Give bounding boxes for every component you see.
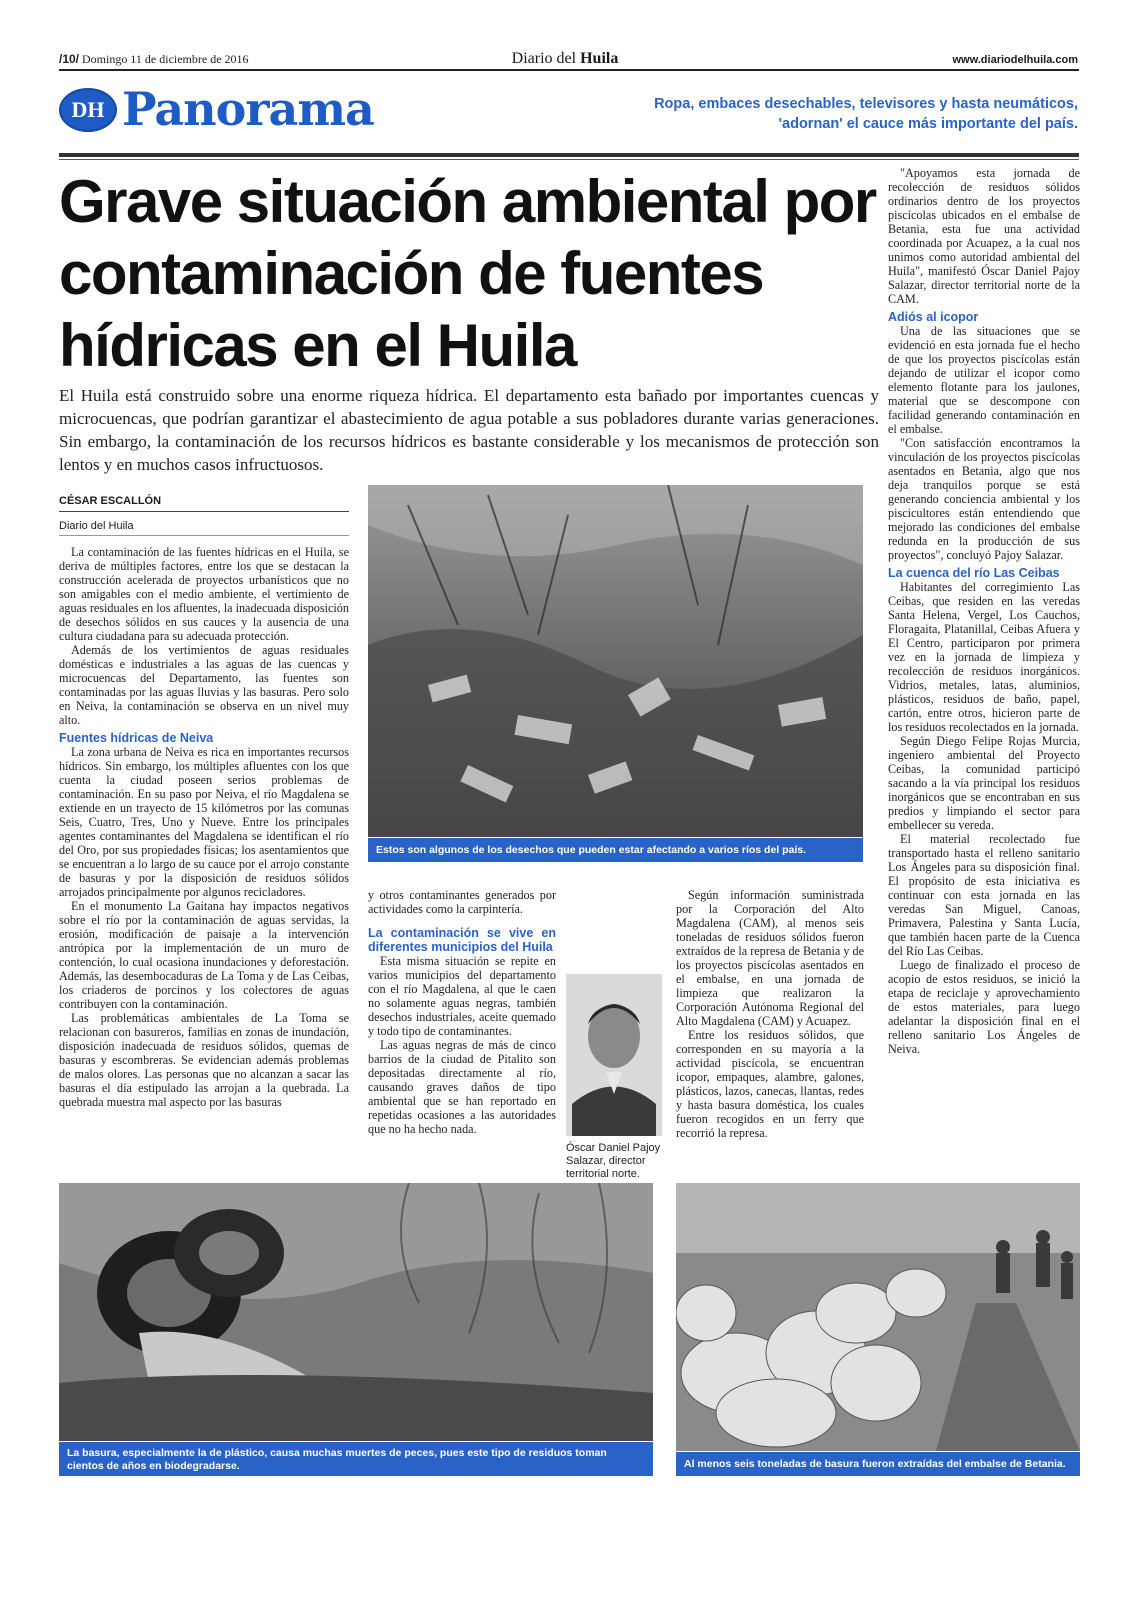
body-paragraph: En el monumento La Gaitana hay impactos negativos sobre el río por la contaminación de aguas servidas, la erosión, modificación de paisaje a la intervención antrópica por la implementación de un muro de contención, lo cual ocasiona inundaciones y deforestación. Además, las desembocaduras de La Toma y de Las Ceibas, los criaderos de porcinos y los colectores de aguas contribuyen con la contaminación. bbox=[59, 899, 349, 1011]
body-paragraph: El material recolectado fue transportado hasta el relleno sanitario Los Ángeles para su disposición final. El propósito de esta iniciativa es continuar con esta jornada en las veredas San Miguel, Canoas, Primavera, Palestina y Santa Lucía, que también hacen parte de la Cuenca del Río Las Ceibas. bbox=[888, 832, 1080, 958]
body-paragraph: "Con satisfacción encontramos la vinculación de los proyectos piscícolas asentados en Betania, algo que nos deja tranquilos porque se está generando conciencia ambiental y los piscicultores están entendiendo que mejorado las condiciones del embalse redunda en la producción de sus proyectos", concluyó Pajoy Salazar. bbox=[888, 436, 1080, 562]
portrait-photo bbox=[566, 974, 662, 1136]
subhead-otros-municipios: La contaminación se vive en diferentes municipios del Huila bbox=[368, 926, 556, 954]
section-kicker bbox=[598, 94, 1078, 134]
main-photo-caption: Estos son algunos de los desechos que pueden estar afectando a varios ríos del país. bbox=[368, 838, 863, 862]
article-column-3 bbox=[676, 888, 864, 1166]
tires-photo-caption: La basura, especialmente la de plástico, causa muchas muertes de peces, pues este tipo de residuos toman cientos de años en biodegradarse. bbox=[59, 1442, 653, 1476]
section-rule-thin bbox=[59, 159, 1079, 160]
page-number: /10/ bbox=[59, 52, 80, 66]
byline-rule bbox=[59, 511, 349, 512]
article-lead: El Huila está construido sobre una enorme riqueza hídrica. El departamento esta bañado por importantes cuencas y microcuencas, que podrían garantizar el abastecimiento de agua potable a sus pobladores durante varias generaciones. Sin embargo, la contaminación de los recursos hídricos es bastante considerable y los mecanismos de protección son lentos y en muchos casos infructuosos. bbox=[59, 386, 879, 474]
body-paragraph: La zona urbana de Neiva es rica en importantes recursos hídricos. Sin embargo, los múltiples afluentes con los que cuenta la ciudad poseen serios problemas de contaminación. En su paso por Neiva, el río Magdalena se extiende en un trayecto de 15 kilómetros por las comunas Seis, Cuatro, Tres, Uno y Nueve. Entre los principales agentes contaminantes del Magdalena se identifican el río del Oro, por sus propiedades físicas; los asentamientos que se encuentran a lo largo de su cauce por el arrojo constante de basuras y por la disposición de residuos sólidos arrojados principalmente por algunos recicladores. bbox=[59, 745, 349, 899]
website-url: www.diariodelhuila.com bbox=[952, 54, 1078, 66]
kicker-line-2: 'adornan' el cauce más importante del país. bbox=[778, 116, 1078, 132]
page-date: Domingo 11 de diciembre de 2016 bbox=[82, 52, 249, 66]
body-paragraph: Entre los residuos sólidos, que corresponden en su mayoría a la actividad piscícola, se encuentran icopor, empaques, alambre, galones, plásticos, lazos, canecas, llantas, redes y hasta basura doméstica, los cuales fueron recogidos en un ferry que recorrió la represa. bbox=[676, 1028, 864, 1140]
header-rule bbox=[59, 69, 1079, 71]
portrait-caption: Óscar Daniel Pajoy Salazar, director territorial norte. bbox=[566, 1142, 661, 1180]
waste-bags-caption: Al menos seis toneladas de basura fueron extraídas del embalse de Betania. bbox=[676, 1452, 1080, 1476]
waste-bags-illustration bbox=[676, 1183, 1080, 1451]
portrait-illustration bbox=[566, 974, 662, 1136]
byline-source: Diario del Huila bbox=[59, 520, 134, 532]
tires-photo-illustration bbox=[59, 1183, 653, 1441]
waste-bags-photo bbox=[676, 1183, 1080, 1451]
section-rule-bold bbox=[59, 153, 1079, 157]
body-paragraph: Según información suministrada por la Corporación del Alto Magdalena (CAM), al menos seis toneladas de residuos sólidos fueron extraídos de la represa de Betania y de los proyectos piscícolas asentados en el embalse, en una jornada de limpieza que realizaron la Corporación Autónoma Regional del Alto Magdalena (CAM) y Acuapez. bbox=[676, 888, 864, 1028]
main-photo-waste bbox=[368, 485, 863, 837]
waste-photo-illustration bbox=[368, 485, 863, 837]
newspaper-name-suffix: Huila bbox=[580, 50, 619, 67]
body-paragraph: Esta misma situación se repite en varios municipios del departamento con el río Magdalena, al que le caen no solamente aguas negras, también desechos industriales, aceite quemado y todo tipo de contaminantes. bbox=[368, 954, 556, 1038]
byline-rule-2 bbox=[59, 535, 349, 536]
body-paragraph: y otros contaminantes generados por actividades como la carpintería. bbox=[368, 888, 556, 916]
newspaper-logo: DH bbox=[59, 88, 117, 132]
body-paragraph: Las aguas negras de más de cinco barrios de la ciudad de Pitalito son depositadas directamente al río, causando graves daños de tipo ambiental que se han reportado en repetidas ocasiones a las autoridades que no ha hecho nada. bbox=[368, 1038, 556, 1136]
article-column-4 bbox=[888, 166, 1080, 1166]
body-paragraph: Además de los vertimientos de aguas residuales domésticas e industriales a las aguas de las cuencas y microcuencas del Departamento, las fuentes son contaminadas por las aguas lluvias y las basuras. Pero solo en Neiva, la contaminación se observa en un nivel muy alto. bbox=[59, 643, 349, 727]
subhead-adios-icopor: Adiós al icopor bbox=[888, 310, 979, 324]
body-paragraph: Habitantes del corregimiento Las Ceibas, que residen en las veredas Santa Helena, Vergel, Los Cauchos, Floragaita, Platanillal, Ceibas Afuera y El Centro, participaron por primera vez en la jornada de limpieza y recolección de residuos inorgánicos. Vidrios, metales, latas, aluminios, plásticos, residuos de baño, papel, cartón, entre otros, hicieron parte de los residuos recolectados en la jornada. bbox=[888, 580, 1080, 734]
section-title: Panorama bbox=[122, 82, 374, 136]
body-paragraph: Luego de finalizado el proceso de acopio de estos residuos, se inició la etapa de reciclaje y aprovechamiento de estos materiales, para luego adelantar la disposición final en el relleno sanitario Los Ángeles de Neiva. bbox=[888, 958, 1080, 1056]
article-headline: Grave situación ambiental por contaminación de fuentes hídricas en el Huila bbox=[59, 168, 876, 379]
kicker-line-1: Ropa, embaces desechables, televisores y hasta neumáticos, bbox=[654, 96, 1078, 112]
subhead-fuentes-neiva: Fuentes hídricas de Neiva bbox=[59, 731, 214, 745]
body-paragraph: Según Diego Felipe Rojas Murcia, ingeniero ambiental del Proyecto Ceibas, la comunidad participó sacando a la vía principal los residuos inorgánicos que se encontraban en sus predios y limpiando el sector para embellecer su vereda. bbox=[888, 734, 1080, 832]
body-paragraph: La contaminación de las fuentes hídricas en el Huila, se deriva de múltiples factores, entre los que se destacan la construcción acelerada de proyectos urbanísticos que no son amigables con el medio ambiente, el vertimiento de aguas residuales en los afluentes, la inadecuada disposición de desechos sólidos en sus cauces y la ausencia de una cultura ciudadana para su adecuada protección. bbox=[59, 545, 349, 643]
article-column-1 bbox=[59, 545, 349, 1161]
body-paragraph: Las problemáticas ambientales de La Toma se relacionan con basureros, familias en zonas de inundación, disposición inadecuada de residuos sólidos, quemas de basuras y escombreras. Se evidencian además problemas de malos olores. Las personas que no alcanzan a sacar las basuras el día estipulado las arrojan a la quebrada. La quebrada muestra mal aspecto por las basuras bbox=[59, 1011, 349, 1109]
article-column-2 bbox=[368, 888, 556, 1166]
newspaper-name-prefix: Diario del bbox=[511, 50, 577, 67]
body-paragraph: "Apoyamos esta jornada de recolección de residuos sólidos ordinarios dentro de los proyectos piscícolas ubicados en el embalse de Betania, esta fue una actividad coordinada por Acuapez, a la cual nos unimos como autoridad ambiental del Huila", manifestó Óscar Daniel Pajoy Salazar, director territorial norte de la CAM. bbox=[888, 166, 1080, 306]
tires-photo bbox=[59, 1183, 653, 1441]
subhead-las-ceibas: La cuenca del río Las Ceibas bbox=[888, 566, 1060, 580]
body-paragraph: Una de las situaciones que se evidenció en esta jornada fue el hecho de que los proyectos piscícolas están dejando de utilizar el icopor como elemento flotante para los jaulones, material que se descompone con facilidad generando contaminación en el embalse. bbox=[888, 324, 1080, 436]
author-byline: CÉSAR ESCALLÓN bbox=[59, 495, 162, 507]
